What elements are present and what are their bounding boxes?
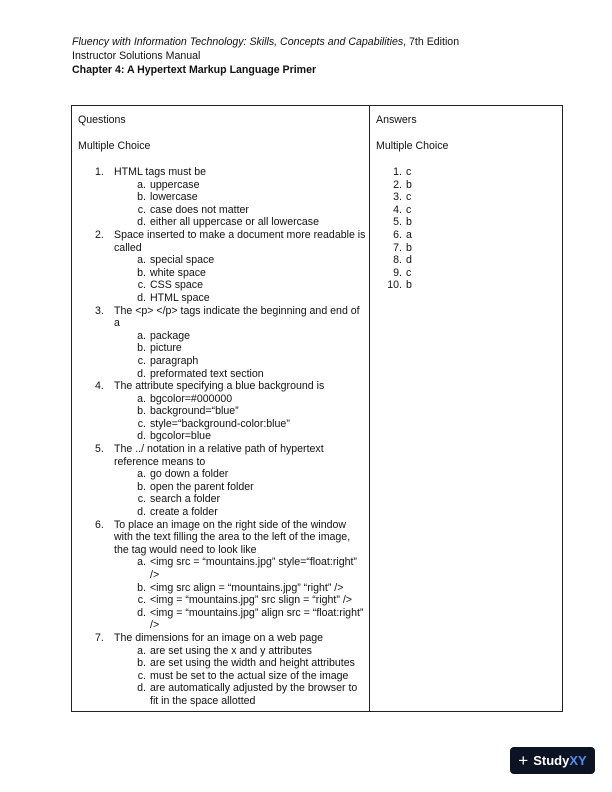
question-number: 5. [95, 443, 104, 456]
option-item [78, 556, 366, 581]
option-item [78, 468, 366, 481]
option-letter: c. [137, 594, 146, 607]
book-title-line [72, 35, 459, 49]
option-item [78, 179, 366, 192]
logo-brand-xy: XY [569, 753, 587, 768]
option-letter: b. [137, 405, 146, 418]
answer-value: b [406, 279, 412, 292]
answer-number: 1. [393, 166, 402, 178]
questions-section-title: Multiple Choice [78, 140, 151, 152]
option-text: <img = “mountains.jpg” align src = “float:right” /> [150, 606, 364, 632]
option-item [78, 682, 366, 707]
question-number: 3. [95, 304, 104, 317]
option-letter: d. [137, 506, 146, 519]
option-letter: a. [137, 178, 146, 191]
chapter-title: Chapter 4: A Hypertext Markup Language Primer [72, 64, 317, 76]
option-text: either all uppercase or all lowercase [150, 216, 319, 229]
option-letter: a. [137, 644, 146, 657]
answer-number: 9. [393, 266, 402, 279]
option-letter: a. [137, 254, 146, 267]
option-letter: c. [137, 417, 146, 430]
answer-number: 10. [387, 279, 402, 292]
answer-item [376, 191, 556, 204]
option-letter: a. [137, 329, 146, 342]
answer-item [376, 204, 556, 217]
option-text: <img src = “mountains.jpg” style=“float:right” /> [150, 556, 357, 581]
question-text: The attribute specifying a blue background is [114, 380, 325, 393]
option-item [78, 405, 366, 418]
question-item [78, 229, 366, 254]
answer-item [376, 254, 556, 267]
option-item [78, 645, 366, 658]
answer-value: c [406, 203, 412, 216]
answer-item [376, 216, 556, 229]
question-item [78, 519, 366, 557]
option-text: HTML space [150, 291, 210, 304]
answer-item [376, 242, 556, 255]
answer-number: 7. [393, 241, 402, 254]
option-text: case does not matter [150, 203, 249, 216]
answer-value: c [406, 166, 412, 178]
option-item [78, 481, 366, 494]
option-item [78, 342, 366, 355]
answers-heading: Answers [376, 114, 417, 126]
answer-item [376, 267, 556, 280]
question-text: Space inserted to make a document more readable is called [114, 228, 366, 254]
option-item [78, 216, 366, 229]
answer-value: b [406, 241, 412, 254]
option-text: lowercase [150, 191, 198, 204]
option-item [78, 607, 366, 632]
question-item [78, 380, 366, 393]
answer-item [376, 166, 556, 179]
option-letter: d. [137, 606, 146, 619]
option-letter: d. [137, 682, 146, 695]
option-text: picture [150, 342, 182, 355]
answer-value: b [406, 216, 412, 229]
option-letter: c. [137, 669, 146, 682]
question-number: 6. [95, 518, 104, 531]
option-letter: b. [137, 657, 146, 670]
option-text: white space [150, 266, 206, 279]
column-divider [369, 106, 370, 711]
option-text: are set using the width and height attributes [150, 657, 355, 670]
answer-value: c [406, 266, 412, 279]
option-text: are automatically adjusted by the browser to fit in the space allotted [150, 682, 358, 707]
answer-number: 8. [393, 254, 402, 267]
answer-value: d [406, 254, 412, 267]
option-item [78, 368, 366, 381]
option-item [78, 330, 366, 343]
option-letter: c. [137, 279, 146, 292]
option-text: <img src align = “mountains.jpg” “right” /> [150, 581, 344, 594]
option-letter: c. [137, 354, 146, 367]
answer-item [376, 279, 556, 292]
option-letter: d. [137, 291, 146, 304]
option-item [78, 254, 366, 267]
question-number: 1. [95, 166, 104, 178]
answer-number: 2. [393, 178, 402, 191]
answer-number: 6. [393, 228, 402, 241]
option-item [78, 418, 366, 431]
answer-value: b [406, 178, 412, 191]
option-item [78, 279, 366, 292]
question-item [78, 443, 366, 468]
option-item [78, 292, 366, 305]
question-text: The <p> </p> tags indicate the beginning and end of a [114, 304, 360, 330]
question-item [78, 632, 366, 645]
option-text: paragraph [150, 354, 199, 367]
question-item [78, 305, 366, 330]
option-letter: b. [137, 581, 146, 594]
option-text: open the parent folder [150, 480, 254, 493]
questions-column [78, 114, 366, 708]
studyxy-logo[interactable] [510, 747, 595, 774]
option-text: CSS space [150, 279, 203, 292]
plus-icon: + [518, 751, 529, 770]
question-number: 4. [95, 380, 104, 393]
answer-item [376, 179, 556, 192]
option-text: bgcolor=blue [150, 430, 211, 443]
edition: , 7th Edition [403, 36, 460, 48]
option-text: package [150, 329, 191, 342]
question-number: 2. [95, 228, 104, 241]
question-list [78, 166, 366, 708]
answer-number: 5. [393, 216, 402, 229]
option-text: special space [150, 254, 215, 267]
option-text: background=“blue” [150, 405, 239, 418]
option-letter: b. [137, 191, 146, 204]
answer-value: c [406, 191, 412, 204]
option-item [78, 191, 366, 204]
questions-heading: Questions [78, 114, 126, 126]
option-letter: d. [137, 216, 146, 229]
answer-list [376, 166, 556, 292]
question-text: The dimensions for an image on a web page [114, 631, 324, 644]
option-letter: b. [137, 342, 146, 355]
option-item [78, 594, 366, 607]
option-letter: c. [137, 493, 146, 506]
answers-column [376, 114, 556, 292]
document-header [72, 35, 459, 77]
option-text: must be set to the actual size of the image [150, 669, 349, 682]
answer-value: a [406, 228, 412, 241]
option-item [78, 267, 366, 280]
option-item [78, 657, 366, 670]
option-letter: a. [137, 468, 146, 481]
option-item [78, 393, 366, 406]
option-text: are set using the x and y attributes [150, 644, 312, 657]
option-letter: b. [137, 266, 146, 279]
option-text: uppercase [150, 178, 200, 191]
option-letter: c. [137, 203, 146, 216]
question-number: 7. [95, 631, 104, 644]
option-text: preformated text section [150, 367, 264, 380]
option-item [78, 355, 366, 368]
option-text: style=“background-color:blue” [150, 417, 290, 430]
answer-number: 4. [393, 203, 402, 216]
option-text: <img = “mountains.jpg” src slign = “right” /> [150, 594, 352, 607]
book-title: Fluency with Information Technology: Skills, Concepts and Capabilities [72, 36, 404, 48]
qa-table [71, 105, 563, 712]
option-letter: a. [137, 392, 146, 405]
option-item [78, 670, 366, 683]
option-text: search a folder [150, 493, 221, 506]
answer-item [376, 229, 556, 242]
option-letter: d. [137, 367, 146, 380]
option-item [78, 430, 366, 443]
option-letter: d. [137, 430, 146, 443]
option-item [78, 506, 366, 519]
option-item [78, 204, 366, 217]
question-text: To place an image on the right side of the window with the text filling the area to the left of the image, the tag would need to look like [114, 518, 351, 556]
option-text: bgcolor=#000000 [150, 392, 233, 405]
question-item [78, 166, 366, 179]
question-text: HTML tags must be [114, 166, 207, 178]
option-letter: b. [137, 480, 146, 493]
manual-title: Instructor Solutions Manual [72, 50, 201, 62]
logo-brand-study: Study [533, 753, 570, 768]
option-item [78, 582, 366, 595]
option-text: create a folder [150, 506, 218, 519]
option-letter: a. [137, 556, 146, 569]
option-text: go down a folder [150, 468, 229, 481]
answer-number: 3. [393, 191, 402, 204]
option-item [78, 493, 366, 506]
question-text: The ../ notation in a relative path of hypertext reference means to [114, 443, 324, 468]
answers-section-title: Multiple Choice [376, 140, 449, 152]
